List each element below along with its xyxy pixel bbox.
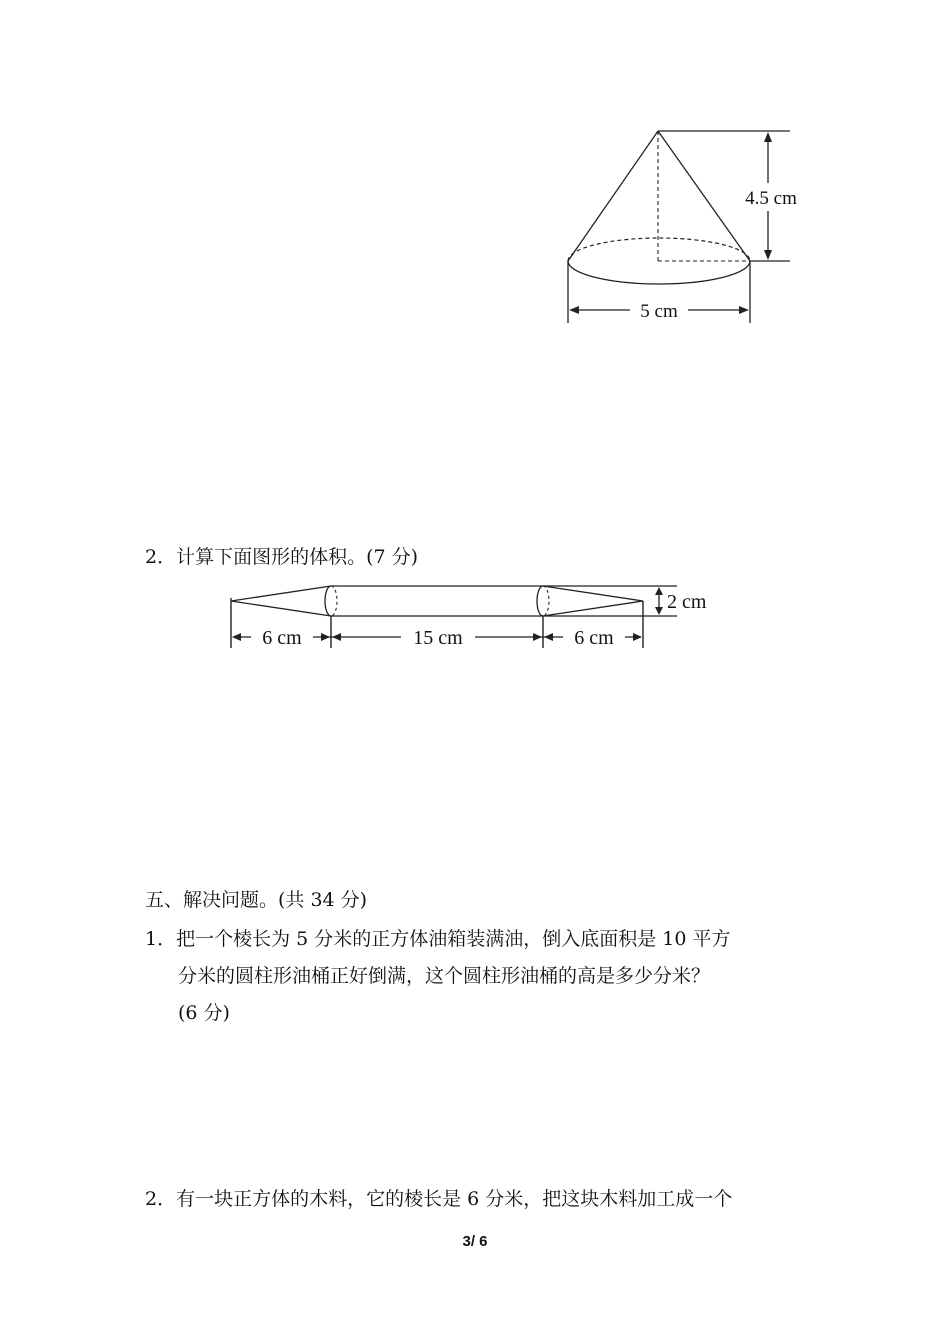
- cone-figure: [540, 115, 830, 330]
- composite-figure: [225, 578, 735, 656]
- cylinder-length-label: 15 cm: [413, 627, 463, 649]
- question-5-1: [145, 927, 731, 1025]
- question-text: 计算下面图形的体积。(7 分): [176, 546, 419, 568]
- question-number: 1．: [145, 928, 177, 950]
- question-text-line-2: 分米的圆柱形油桶正好倒满，这个圆柱形油桶的高是多少分米？: [178, 965, 711, 987]
- question-text: 有一块正方体的木料，它的棱长是 6 分米，把这块木料加工成一个: [176, 1188, 733, 1210]
- right-cone-label: 6 cm: [574, 627, 614, 649]
- question-number: 2．: [145, 1188, 177, 1210]
- question-text-line-3: (6 分): [178, 1002, 230, 1024]
- question-5-2: [145, 1187, 732, 1211]
- page-number: 3/ 6: [462, 1233, 488, 1250]
- question-text-line-1: 把一个棱长为 5 分米的正方体油箱装满油，倒入底面积是 10 平方: [176, 928, 731, 950]
- section-5-heading: 五、解决问题。(共 34 分): [145, 889, 368, 911]
- question-number: 2．: [145, 546, 177, 568]
- question-4-2: [145, 545, 418, 569]
- cone-base-back: [568, 238, 750, 261]
- cone-base-front: [568, 261, 750, 284]
- cone-height-label: 4.5 cm: [745, 188, 797, 209]
- composite-diameter-label: 2 cm: [667, 591, 707, 613]
- left-cone-label: 6 cm: [262, 627, 302, 649]
- cone-diameter-label: 5 cm: [640, 301, 678, 322]
